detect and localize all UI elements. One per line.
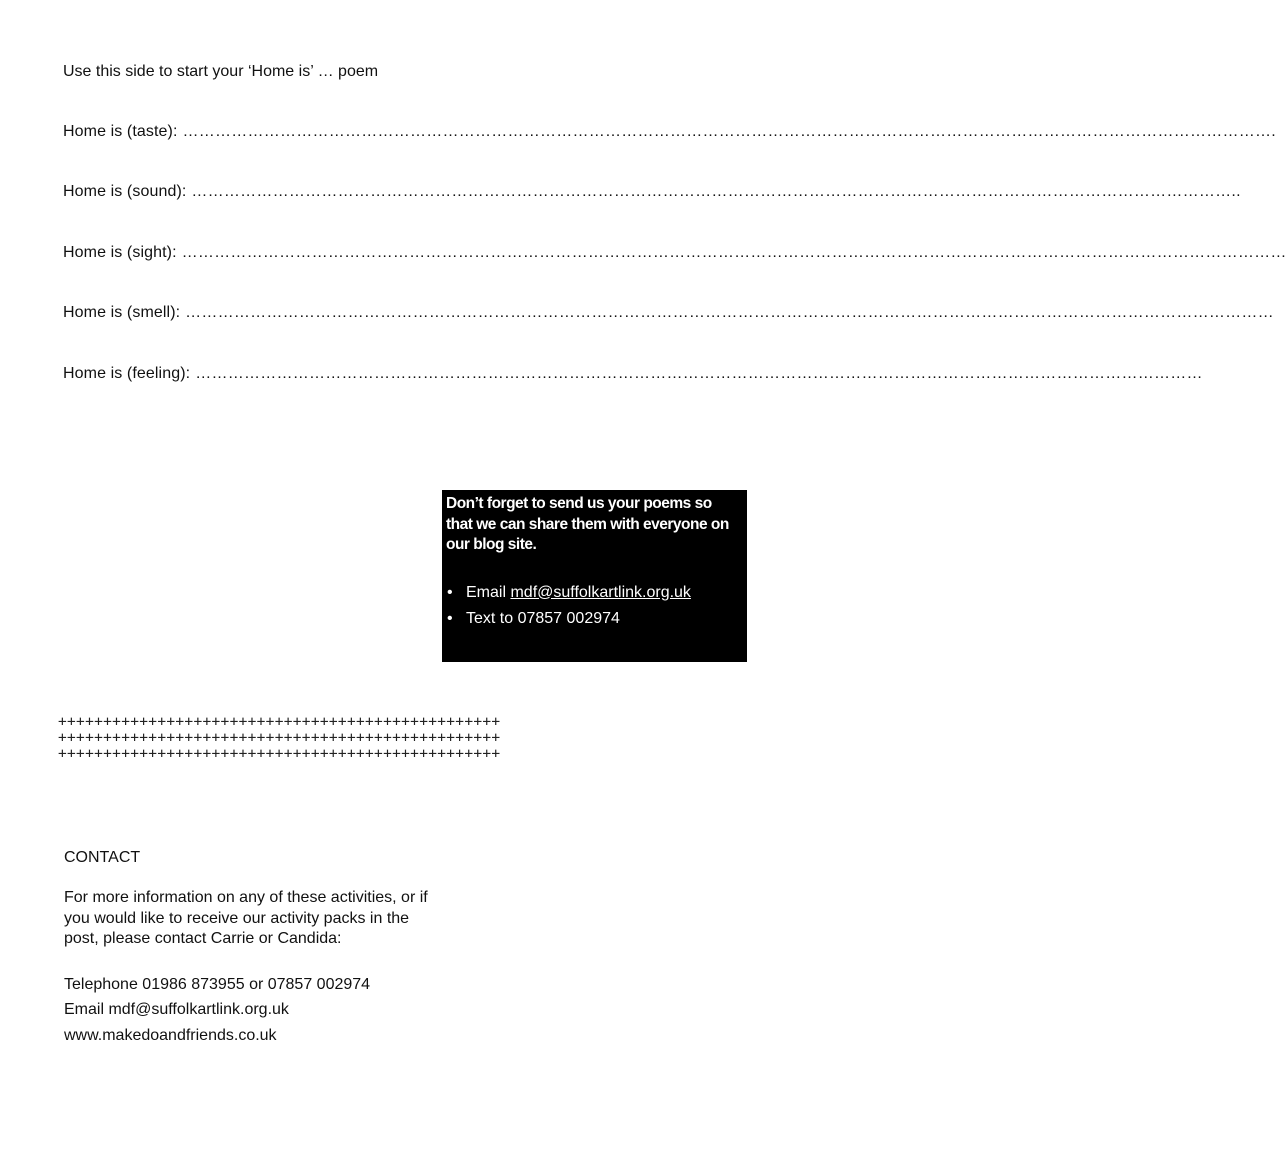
contact-email: Email mdf@suffolkartlink.org.uk: [64, 1001, 289, 1018]
callout-email-item: [446, 580, 739, 606]
prompt-feeling: [63, 363, 1203, 385]
plus-row: +++++++++++++++++++++++++++++++++++++++++++++++++: [58, 730, 501, 746]
prompt-label: Home is (sight):: [63, 244, 177, 261]
prompt-label: Home is (sound):: [63, 183, 187, 200]
callout-heading: Don’t forget to send us your poems so that we can share them with everyone on our blog site.: [446, 495, 729, 553]
prompt-taste: [63, 121, 1276, 143]
send-poems-callout: [442, 490, 747, 662]
prompt-label: Home is (smell):: [63, 304, 181, 321]
intro-text: Use this side to start your ‘Home is’ … poem: [63, 63, 379, 80]
callout-text-item: [446, 606, 739, 632]
bullet-icon: •: [447, 609, 453, 627]
prompt-dotted-line: …………………………………………………………………………………………………………………………………………………………………………………: [185, 304, 1274, 321]
prompt-sound: [63, 181, 1241, 203]
plus-divider: [58, 714, 770, 762]
contact-telephone: Telephone 01986 873955 or 07857 002974: [64, 975, 371, 993]
callout-contact-list: [446, 580, 739, 632]
prompt-smell: [63, 302, 1274, 324]
prompt-dotted-line: ……………………………………………………………………………………………………………………………………………………………………: [195, 365, 1203, 382]
contact-website: www.makedoandfriends.co.uk: [64, 1026, 277, 1044]
contact-body: For more information on any of these activities, or if you would like to receive our activity packs in the post, please contact Carrie or Candida:: [64, 889, 428, 947]
prompt-label: Home is (feeling):: [63, 365, 191, 382]
prompt-dotted-line: ………………………………………………………………………………………………………………………………………………………………………………….: [182, 123, 1276, 140]
contact-heading: CONTACT: [64, 849, 141, 866]
text-number: Text to 07857 002974: [466, 609, 620, 627]
plus-row: +++++++++++++++++++++++++++++++++++++++++++++++++: [58, 746, 501, 762]
email-label: Email: [466, 583, 507, 601]
plus-row: +++++++++++++++++++++++++++++++++++++++++++++++++: [58, 714, 501, 730]
prompt-sight: [63, 242, 1287, 264]
contact-section: [64, 848, 444, 1048]
email-link[interactable]: mdf@suffolkartlink.org.uk: [510, 583, 691, 601]
prompt-dotted-line: ……………………………………………………………………………………………………………………………………………………………………………………: [181, 244, 1287, 261]
prompt-dotted-line: …………………………………………………………………………………………………………………………………………………………………………..: [191, 183, 1241, 200]
prompt-label: Home is (taste):: [63, 123, 178, 140]
bullet-icon: •: [447, 583, 453, 601]
